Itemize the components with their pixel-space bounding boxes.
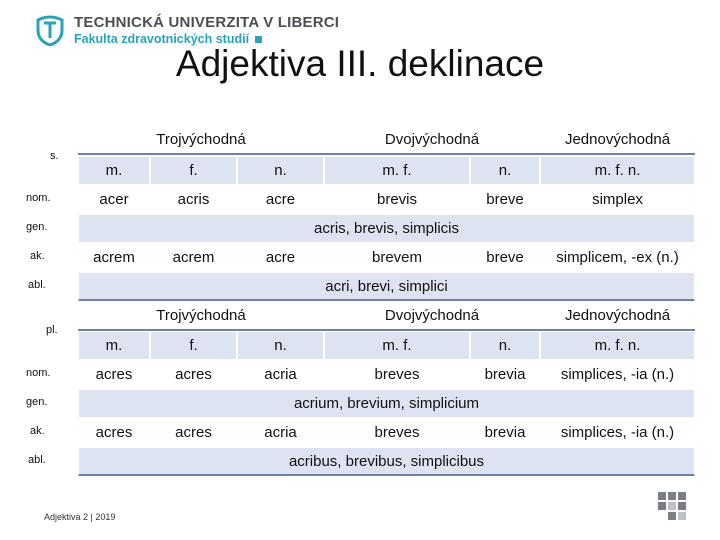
footer-text: Adjektiva 2 | 2019 [44,512,116,522]
cell-ak-mfn: simplicem, -ex (n.) [556,249,679,266]
case-label-abl-pl: abl. [28,454,46,466]
group-header-trojvychodna-pl: Trojvýchodná [78,302,324,331]
cell-nom-n-pl: acria [264,366,297,383]
case-label-ak-pl: ak. [30,425,45,437]
cell-abl-merged-pl: acribus, brevibus, simplicibus [78,447,695,476]
cell-nom-n: acre [265,191,296,208]
case-label-nom-pl: nom. [26,367,51,379]
case-label-gen-pl: gen. [26,396,48,408]
case-label-gen: gen. [26,221,48,233]
cell-nom-n2: breve [486,191,524,208]
group-header-jednovychodna: Jednovýchodná [540,126,695,155]
cell-ak-n-pl: acria [264,424,297,441]
tul-squares-icon [658,492,686,520]
cell-ak-mf-pl: breves [374,424,420,441]
cell-ak-n2: breve [486,249,524,266]
gender-header-mf-pl: m. f. [324,331,470,360]
cell-nom-f-pl: acres [175,366,212,383]
label-singular: s. [50,150,59,162]
cell-ak-mf: brevem [371,249,423,266]
case-label-ak: ak. [30,250,45,262]
cell-ak-n: acre [265,249,296,266]
gender-header-n-pl: n. [237,331,324,360]
cell-nom-mf: brevis [376,191,417,208]
group-header-jednovychodna-pl: Jednovýchodná [540,302,695,331]
cell-ak-f-pl: acres [175,424,212,441]
cell-nom-mfn-pl: simplices, -ia (n.) [560,366,675,383]
group-header-trojvychodna: Trojvýchodná [78,126,324,155]
label-plural: pl. [46,324,58,336]
case-label-abl: abl. [28,279,46,291]
cell-gen-merged-pl: acrium, brevium, simplicium [78,389,695,418]
cell-nom-mf-pl: breves [374,366,420,383]
group-header-dvojvychodna-pl: Dvojvýchodná [324,302,540,331]
cell-abl-merged: acri, brevi, simplici [78,272,695,301]
gender-header-mfn-pl: m. f. n. [540,331,695,360]
gender-header-n2: n. [470,156,540,185]
page-title: Adjektiva III. deklinace [175,43,545,84]
gender-header-m-pl: m. [78,331,150,360]
gender-header-n2-pl: n. [470,331,540,360]
cell-nom-m: acer [99,191,129,208]
cell-ak-m-pl: acres [95,424,133,441]
cell-nom-mfn: simplex [592,191,643,208]
group-header-dvojvychodna: Dvojvýchodná [324,126,540,155]
faculty-name: Fakulta zdravotnických studií [74,32,262,46]
gender-header-f-pl: f. [150,331,237,360]
university-name: TECHNICKÁ UNIVERZITA V LIBERCI [74,14,340,31]
cell-ak-n2-pl: brevia [484,424,526,441]
cell-nom-m-pl: acres [95,366,133,383]
cell-gen-merged: acris, brevis, simplicis [78,214,695,243]
cell-ak-m: acrem [93,249,135,266]
cell-nom-n2-pl: brevia [484,366,526,383]
gender-header-n: n. [237,156,324,185]
cell-ak-f: acrem [172,249,215,266]
gender-header-f: f. [150,156,237,185]
cell-ak-mfn-pl: simplices, -ia (n.) [560,424,675,441]
gender-header-m: m. [78,156,150,185]
cell-nom-f: acris [177,191,210,208]
gender-header-mfn: m. f. n. [540,156,695,185]
case-label-nom: nom. [26,192,51,204]
gender-header-mf: m. f. [324,156,470,185]
